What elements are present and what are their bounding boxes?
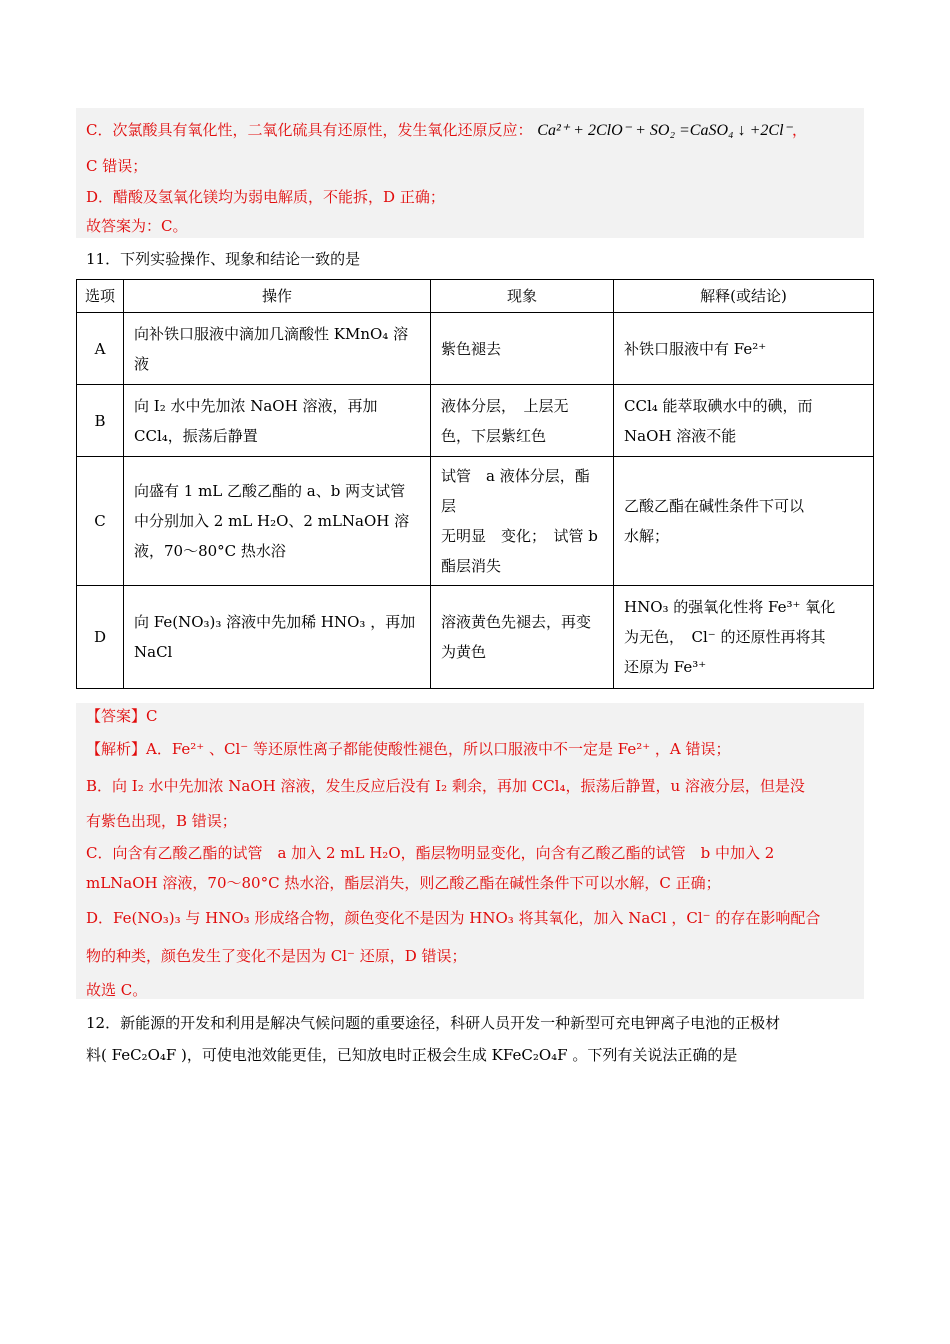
- solution-line-c1: [86, 119, 807, 142]
- cell-line: HNO₃ 的强氧化性将 Fe³⁺ 氧化: [624, 598, 836, 616]
- phenomenon-cell: [431, 385, 614, 457]
- cell-line: 为无色， Cl⁻ 的还原性再将其: [624, 628, 826, 646]
- cell-line: 液体分层， 上层无: [441, 396, 569, 415]
- question-12-line1: 12．新能源的开发和利用是解决气候问题的重要途径，科研人员开发一种新型可充电钾离子电池的正极材: [86, 1014, 781, 1032]
- solution-line-c1-end: ，: [791, 121, 807, 139]
- cell-line: 中分别加入 2 mL H₂O、2 mLNaOH 溶: [134, 512, 410, 530]
- header-phenomenon: 现象: [431, 280, 614, 313]
- cell-line: 色，下层紫红色: [441, 426, 547, 445]
- operation-cell: [124, 586, 431, 689]
- conclusion-cell: [614, 313, 874, 385]
- cell-line: 试管 a 液体分层，酯层: [441, 467, 590, 515]
- analysis-line: 故选 C。: [86, 981, 148, 999]
- cell-line: CCl₄，振荡后静置: [134, 426, 258, 445]
- cell-line: 液，70～80°C 热水浴: [134, 542, 286, 560]
- cell-line: 溶液黄色先褪去，再变: [441, 613, 592, 631]
- cell-line: 液: [134, 354, 150, 373]
- experiment-table: [76, 279, 874, 689]
- analysis-line: 【解析】A．Fe²⁺ 、Cl⁻ 等还原性离子都能使酸性褪色，所以口服液中不一定是 Fe²⁺ ，A 错误；: [86, 740, 731, 758]
- analysis-line: 物的种类，颜色发生了变化不是因为 Cl⁻ 还原，D 错误；: [86, 947, 467, 965]
- solution-answer: 故答案为：C。: [86, 217, 188, 235]
- solution-line-c1-text: C．次氯酸具有氧化性，二氧化硫具有还原性，发生氧化还原反应：: [86, 121, 533, 139]
- cell-line: 为黄色: [441, 643, 487, 661]
- cell-line: 乙酸乙酯在碱性条件下可以: [624, 497, 805, 515]
- conclusion-cell: [614, 385, 874, 457]
- table-row: [77, 457, 874, 586]
- question-11-stem: 11．下列实验操作、现象和结论一致的是: [86, 250, 361, 268]
- question-12-line2: 料( FeC₂O₄F )，可使电池效能更佳，已知放电时正极会生成 KFeC₂O₄F 。下列有关说法正确的是: [86, 1046, 738, 1064]
- cell-line: 向盛有 1 mL 乙酸乙酯的 a、b 两支试管: [134, 482, 406, 500]
- operation-cell: [124, 313, 431, 385]
- solution-line-d: D．醋酸及氢氧化镁均为弱电解质，不能拆，D 正确；: [86, 188, 445, 206]
- cell-line: 还原为 Fe³⁺: [624, 658, 707, 676]
- cell-line: 酯层消失: [441, 557, 502, 575]
- answer-label: 【答案】C: [86, 707, 158, 725]
- phenomenon-cell: [431, 313, 614, 385]
- conclusion-cell: [614, 457, 874, 586]
- cell-line: CCl₄ 能萃取碘水中的碘，而: [624, 396, 813, 415]
- operation-cell: [124, 457, 431, 586]
- header-conclusion: 解释(或结论): [614, 280, 874, 313]
- cell-line: NaCl: [134, 643, 173, 661]
- header-option: 选项: [77, 280, 124, 313]
- operation-cell: [124, 385, 431, 457]
- cell-line: 向补铁口服液中滴加几滴酸性 KMnO₄ 溶: [134, 324, 409, 343]
- table-row: [77, 586, 874, 689]
- option-cell: B: [77, 385, 124, 457]
- cell-line: 无明显 变化； 试管 b: [441, 527, 598, 545]
- cell-line: 水解；: [624, 527, 670, 545]
- option-cell: D: [77, 586, 124, 689]
- cell-line: 补铁口服液中有 Fe²⁺: [624, 339, 767, 358]
- header-operation: 操作: [124, 280, 431, 313]
- conclusion-cell: [614, 586, 874, 689]
- cell-line: 紫色褪去: [441, 339, 502, 358]
- table-header-row: [77, 280, 874, 313]
- analysis-line: D．Fe(NO₃)₃ 与 HNO₃ 形成络合物，颜色变化不是因为 HNO₃ 将其氧化，加入 NaCl ，Cl⁻ 的存在影响配合: [86, 909, 821, 927]
- phenomenon-cell: [431, 457, 614, 586]
- analysis-line: B．向 I₂ 水中先加浓 NaOH 溶液，发生反应后没有 I₂ 剩余，再加 CCl₄，振荡后静置，u 溶液分层，但是没: [86, 777, 805, 795]
- analysis-line: mLNaOH 溶液，70～80°C 热水浴，酯层消失，则乙酸乙酯在碱性条件下可以水解，C 正确；: [86, 874, 721, 892]
- option-cell: C: [77, 457, 124, 586]
- phenomenon-cell: [431, 586, 614, 689]
- option-cell: A: [77, 313, 124, 385]
- cell-line: 向 I₂ 水中先加浓 NaOH 溶液，再加: [134, 396, 378, 415]
- reaction-equation: Ca²⁺ + 2ClO⁻ + SO₂ =CaSO₄ ↓ +2Cl⁻: [537, 122, 792, 139]
- table-row: [77, 313, 874, 385]
- cell-line: NaOH 溶液不能: [624, 426, 737, 445]
- analysis-line: C．向含有乙酸乙酯的试管 a 加入 2 mL H₂O，酯层物明显变化，向含有乙酸乙酯的试管 b 中加入 2: [86, 844, 775, 862]
- solution-line-c2: C 错误；: [86, 157, 148, 175]
- analysis-line: 有紫色出现，B 错误；: [86, 812, 237, 830]
- table-row: [77, 385, 874, 457]
- cell-line: 向 Fe(NO₃)₃ 溶液中先加稀 HNO₃ ，再加: [134, 613, 416, 631]
